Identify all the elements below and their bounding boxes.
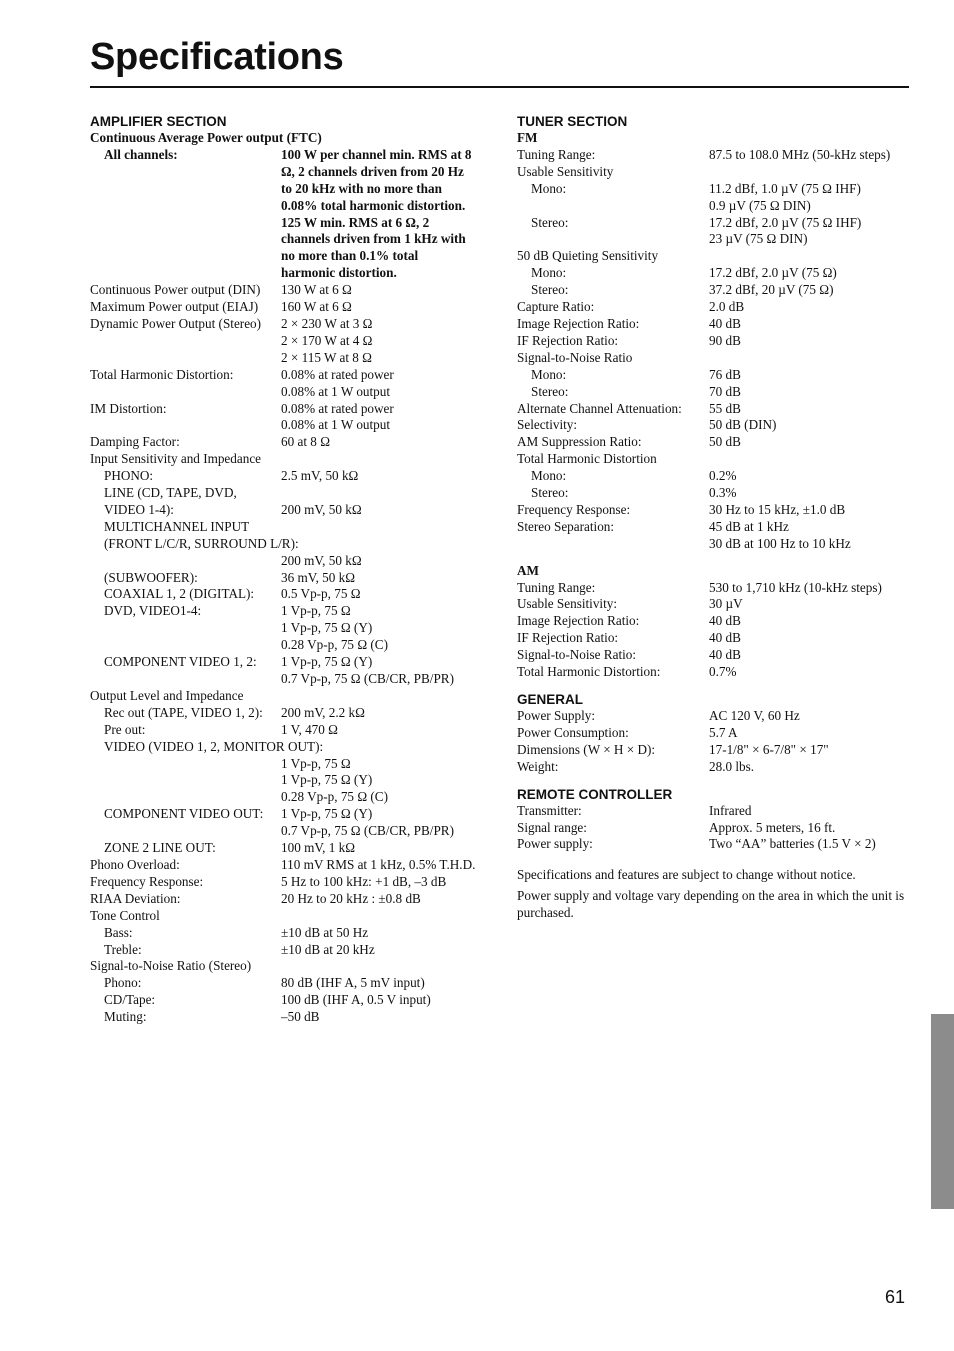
spec-value: 0.7 Vp-p, 75 Ω (CB/CR, PB/PR)	[281, 671, 454, 686]
spec-value: 37.2 dBf, 20 µV (75 Ω)	[709, 282, 834, 298]
spec-label	[90, 553, 281, 570]
spec-row	[90, 671, 490, 688]
spec-value: 5.7 A	[709, 724, 738, 740]
spec-row	[90, 586, 490, 603]
spec-label: Power Supply:	[517, 708, 596, 723]
spec-row	[517, 708, 912, 725]
spec-label: Image Rejection Ratio:	[517, 315, 640, 331]
remote-spec-list	[517, 803, 912, 854]
spec-row	[517, 502, 912, 519]
spec-value	[709, 164, 912, 181]
spacer	[517, 553, 912, 563]
spec-row	[90, 350, 490, 367]
spec-row	[517, 384, 912, 401]
tuner-column	[517, 110, 912, 853]
page-number: 61	[885, 1287, 906, 1307]
spec-value	[281, 688, 490, 705]
spec-value: AC 120 V, 60 Hz	[709, 708, 800, 723]
all-channels-line: 125 W min. RMS at 6 Ω, 2	[281, 214, 430, 230]
spec-value: 0.08% at 1 W output	[281, 383, 391, 399]
spec-label: Alternate Channel Attenuation:	[517, 400, 682, 416]
spec-row	[90, 570, 490, 587]
spec-row	[90, 654, 490, 671]
spec-value: 0.08% at rated power	[281, 400, 394, 416]
spec-row	[517, 485, 912, 502]
spec-value: 0.28 Vp-p, 75 Ω (C)	[281, 789, 388, 805]
spec-row	[90, 823, 490, 840]
spec-value: 2.5 mV, 50 kΩ	[281, 468, 359, 484]
spec-row	[517, 664, 912, 681]
spec-value	[709, 451, 912, 468]
note-power-supply: Power supply and voltage vary depending on the area in which the unit is purchased.	[517, 888, 905, 920]
spec-label: Total Harmonic Distortion:	[90, 366, 234, 382]
spec-value: Infrared	[709, 802, 752, 818]
spec-row	[517, 401, 912, 418]
spec-value: 130 W at 6 Ω	[281, 282, 352, 298]
spec-label: Power Consumption:	[517, 724, 629, 740]
spec-label: Image Rejection Ratio:	[517, 613, 640, 629]
spec-label: Bass:	[104, 924, 133, 940]
spec-label: VIDEO 1-4):	[104, 501, 174, 517]
spec-label	[90, 384, 281, 401]
spec-label: Capture Ratio:	[517, 299, 595, 315]
spec-value: 100 mV, 1 kΩ	[281, 840, 356, 856]
spec-row	[90, 502, 490, 519]
spec-row	[517, 580, 912, 597]
spec-label: VIDEO (VIDEO 1, 2, MONITOR OUT):	[104, 738, 324, 754]
spec-row	[517, 316, 912, 333]
spec-label: Tuning Range:	[517, 579, 596, 595]
spec-value: 0.9 µV (75 Ω DIN)	[709, 197, 811, 213]
spec-value: 200 mV, 50 kΩ	[281, 501, 362, 517]
spec-value	[323, 739, 490, 756]
spec-label	[90, 637, 281, 654]
spec-row	[90, 519, 490, 536]
spec-row	[517, 519, 912, 536]
all-channels-line: Ω, 2 channels driven from 20 Hz	[281, 163, 464, 179]
ftc-heading: Continuous Average Power output (FTC)	[90, 130, 322, 145]
spec-value: 55 dB	[709, 400, 741, 416]
spec-value: 1 Vp-p, 75 Ω	[281, 755, 351, 771]
spec-label: PHONO:	[104, 468, 154, 484]
spec-value: Two “AA” batteries (1.5 V × 2)	[709, 836, 876, 852]
spec-value	[299, 536, 490, 553]
spec-row	[517, 630, 912, 647]
spec-value	[709, 350, 912, 367]
spec-value: 50 dB	[709, 434, 741, 450]
spec-row	[90, 958, 490, 975]
fm-spec-list	[517, 147, 912, 553]
spec-value	[281, 485, 490, 502]
spec-value: 45 dB at 1 kHz	[709, 518, 789, 534]
spec-label: COMPONENT VIDEO OUT:	[104, 806, 264, 822]
all-channels-line: channels driven from 1 kHz with	[281, 231, 466, 247]
spec-value: 1 Vp-p, 75 Ω (Y)	[281, 806, 373, 822]
spec-row	[90, 722, 490, 739]
spec-row	[90, 468, 490, 485]
spec-value: 0.28 Vp-p, 75 Ω (C)	[281, 637, 388, 653]
spacer	[517, 776, 912, 783]
spec-value: –50 dB	[281, 1009, 320, 1025]
spec-row	[90, 857, 490, 874]
spec-value: 30 dB at 100 Hz to 10 kHz	[709, 535, 851, 551]
spec-row	[517, 803, 912, 820]
spec-value: 1 Vp-p, 75 Ω	[281, 603, 351, 619]
spec-row	[517, 299, 912, 316]
spec-value: 0.08% at 1 W output	[281, 417, 391, 433]
spec-row	[90, 401, 490, 418]
spec-row	[517, 350, 912, 367]
spec-row	[90, 772, 490, 789]
spec-row	[90, 333, 490, 350]
spec-label: 50 dB Quieting Sensitivity	[517, 248, 659, 264]
spec-value: 76 dB	[709, 366, 741, 382]
spec-row	[90, 874, 490, 891]
spec-row	[517, 367, 912, 384]
spec-value: 0.7 Vp-p, 75 Ω (CB/CR, PB/PR)	[281, 823, 454, 839]
amplifier-column	[90, 110, 490, 1026]
spec-label: (FRONT L/C/R, SURROUND L/R):	[104, 535, 299, 551]
spec-label: ZONE 2 LINE OUT:	[104, 840, 216, 856]
spec-label: Stereo:	[531, 282, 569, 298]
note-change-notice: Specifications and features are subject to change without notice.	[517, 867, 856, 882]
spec-row	[90, 367, 490, 384]
spec-label: CD/Tape:	[104, 992, 156, 1008]
spec-label	[90, 772, 281, 789]
spec-label	[517, 198, 709, 215]
general-spec-list	[517, 708, 912, 776]
spec-row	[90, 637, 490, 654]
spec-label: Usable Sensitivity:	[517, 596, 618, 612]
fm-heading: FM	[517, 130, 538, 145]
spec-value: 100 dB (IHF A, 0.5 V input)	[281, 992, 431, 1008]
page-title: Specifications	[90, 36, 344, 78]
spec-label: IM Distortion:	[90, 400, 167, 416]
spec-value: 0.2%	[709, 468, 737, 484]
spec-label: LINE (CD, TAPE, DVD,	[104, 485, 237, 501]
spec-label: Dimensions (W × H × D):	[517, 741, 656, 757]
spec-label: Maximum Power output (EIAJ)	[90, 299, 259, 315]
spec-row	[517, 282, 912, 299]
spec-row	[517, 434, 912, 451]
spec-label: Frequency Response:	[517, 501, 631, 517]
spec-row	[90, 384, 490, 401]
spec-label: Muting:	[104, 1009, 147, 1025]
spec-value	[281, 958, 490, 975]
spec-value: 2.0 dB	[709, 299, 745, 315]
spec-value: 17.2 dBf, 2.0 µV (75 Ω IHF)	[709, 214, 862, 230]
spec-value: ±10 dB at 20 kHz	[281, 941, 375, 957]
spec-label	[90, 789, 281, 806]
spec-label: Signal range:	[517, 819, 587, 835]
spec-row	[90, 485, 490, 502]
spec-value: 0.7%	[709, 664, 737, 680]
spec-label	[517, 536, 709, 553]
general-heading: GENERAL	[517, 692, 584, 707]
spec-row	[90, 739, 490, 756]
spec-value: 1 Vp-p, 75 Ω (Y)	[281, 654, 373, 670]
spec-row	[517, 647, 912, 664]
spec-label	[90, 671, 281, 688]
spec-row	[517, 759, 912, 776]
spec-label: IF Rejection Ratio:	[517, 332, 619, 348]
spec-label	[517, 231, 709, 248]
spec-value: 60 at 8 Ω	[281, 434, 330, 450]
amplifier-heading: AMPLIFIER SECTION	[90, 114, 227, 129]
spec-value: 0.08% at rated power	[281, 366, 394, 382]
amplifier-spec-list	[90, 282, 490, 1026]
spec-row	[90, 316, 490, 333]
spec-row	[90, 891, 490, 908]
all-channels-row	[90, 147, 490, 282]
spec-value: 17.2 dBf, 2.0 µV (75 Ω)	[709, 265, 837, 281]
all-channels-value	[281, 147, 490, 282]
spec-value: 2 × 170 W at 4 Ω	[281, 332, 373, 348]
spec-value	[709, 248, 912, 265]
spec-row	[90, 942, 490, 959]
spec-value: 40 dB	[709, 630, 741, 646]
spec-label: Stereo:	[531, 214, 569, 230]
spec-label: Tone Control	[90, 907, 160, 923]
spec-row	[90, 789, 490, 806]
spec-label: (SUBWOOFER):	[104, 569, 198, 585]
side-tab	[931, 1014, 954, 1209]
spec-label: IF Rejection Ratio:	[517, 630, 619, 646]
spec-label: Signal-to-Noise Ratio	[517, 349, 633, 365]
spec-label: Output Level and Impedance	[90, 687, 244, 703]
spec-label: Signal-to-Noise Ratio:	[517, 647, 637, 663]
spec-label: Treble:	[104, 941, 142, 957]
spec-value: ±10 dB at 50 Hz	[281, 924, 369, 940]
spec-row	[517, 820, 912, 837]
spec-row	[90, 756, 490, 773]
title-rule	[90, 86, 909, 88]
spec-value: 87.5 to 108.0 MHz (50-kHz steps)	[709, 146, 891, 162]
spec-label: Mono:	[531, 265, 567, 281]
spec-row	[90, 806, 490, 823]
spec-label: Mono:	[531, 180, 567, 196]
spec-row	[90, 840, 490, 857]
spacer	[517, 681, 912, 688]
spec-label: AM Suppression Ratio:	[517, 434, 642, 450]
spec-value: 200 mV, 50 kΩ	[281, 552, 362, 568]
spec-row	[517, 231, 912, 248]
all-channels-line: no more than 0.1% total	[281, 248, 419, 264]
spec-label: COMPONENT VIDEO 1, 2:	[104, 654, 257, 670]
spec-row	[517, 215, 912, 232]
spec-value: 1 Vp-p, 75 Ω (Y)	[281, 772, 373, 788]
all-channels-label: All channels:	[104, 146, 178, 162]
spec-label: Power supply:	[517, 836, 593, 852]
spec-label: COAXIAL 1, 2 (DIGITAL):	[104, 586, 255, 602]
spec-value: 11.2 dBf, 1.0 µV (75 Ω IHF)	[709, 180, 861, 196]
spec-label: Damping Factor:	[90, 434, 180, 450]
spec-value: 1 Vp-p, 75 Ω (Y)	[281, 620, 373, 636]
spec-value: 110 mV RMS at 1 kHz, 0.5% T.H.D.	[281, 856, 476, 872]
spec-label: Stereo:	[531, 485, 569, 501]
spec-row	[90, 451, 490, 468]
notes	[517, 866, 912, 925]
spec-row	[517, 164, 912, 181]
spec-value	[281, 908, 490, 925]
spec-value: 20 Hz to 20 kHz : ±0.8 dB	[281, 890, 421, 906]
spec-row	[517, 725, 912, 742]
spec-row	[517, 417, 912, 434]
spec-label: Signal-to-Noise Ratio (Stereo)	[90, 958, 252, 974]
spec-value: 30 µV	[709, 596, 743, 612]
spec-row	[90, 299, 490, 316]
spec-value	[281, 519, 490, 536]
spec-label: Selectivity:	[517, 417, 578, 433]
spec-row	[517, 596, 912, 613]
spec-label: MULTICHANNEL INPUT	[104, 518, 250, 534]
spec-row	[517, 333, 912, 350]
spec-label: Stereo Separation:	[517, 518, 615, 534]
spec-value: 40 dB	[709, 613, 741, 629]
spec-row	[90, 553, 490, 570]
spec-label: Transmitter:	[517, 802, 582, 818]
spec-label	[90, 417, 281, 434]
spec-label: Tuning Range:	[517, 146, 596, 162]
spec-value: 2 × 230 W at 3 Ω	[281, 315, 373, 331]
spec-label	[90, 333, 281, 350]
spec-value: 70 dB	[709, 383, 741, 399]
spec-row	[90, 603, 490, 620]
all-channels-line: to 20 kHz with no more than	[281, 180, 442, 196]
spec-row	[90, 925, 490, 942]
spec-value: 530 to 1,710 kHz (10-kHz steps)	[709, 579, 882, 595]
spec-label: DVD, VIDEO1-4:	[104, 603, 202, 619]
spec-row	[90, 536, 490, 553]
remote-heading: REMOTE CONTROLLER	[517, 786, 673, 802]
spec-label: Total Harmonic Distortion	[517, 451, 657, 467]
spec-row	[517, 836, 912, 853]
spec-row	[517, 536, 912, 553]
spec-label: Phono:	[104, 975, 142, 991]
spec-value: 40 dB	[709, 315, 741, 331]
spec-value: 0.3%	[709, 485, 737, 501]
spec-value: 30 Hz to 15 kHz, ±1.0 dB	[709, 501, 846, 517]
all-channels-line: harmonic distortion.	[281, 265, 397, 281]
spec-row	[90, 620, 490, 637]
spec-value: 50 dB (DIN)	[709, 417, 777, 433]
spec-row	[90, 1009, 490, 1026]
spec-label: Frequency Response:	[90, 873, 204, 889]
spec-label: Usable Sensitivity	[517, 163, 614, 179]
spec-row	[90, 705, 490, 722]
spec-row	[90, 992, 490, 1009]
all-channels-line: 100 W per channel min. RMS at 8	[281, 146, 472, 162]
spec-value: 36 mV, 50 kΩ	[281, 569, 356, 585]
spec-label: Pre out:	[104, 721, 146, 737]
spec-label: Continuous Power output (DIN)	[90, 282, 261, 298]
spec-row	[517, 248, 912, 265]
spec-value: 2 × 115 W at 8 Ω	[281, 349, 372, 365]
spec-value: 5 Hz to 100 kHz: +1 dB, –3 dB	[281, 873, 447, 889]
spec-value: 23 µV (75 Ω DIN)	[709, 231, 808, 247]
spec-value: 80 dB (IHF A, 5 mV input)	[281, 975, 425, 991]
spec-row	[517, 265, 912, 282]
tuner-heading: TUNER SECTION	[517, 114, 628, 129]
spec-label: Weight:	[517, 758, 559, 774]
spec-label: Dynamic Power Output (Stereo)	[90, 315, 262, 331]
spec-label: RIAA Deviation:	[90, 890, 181, 906]
spec-row	[90, 908, 490, 925]
spec-row	[90, 434, 490, 451]
spec-label: Mono:	[531, 366, 567, 382]
am-heading: AM	[517, 562, 539, 578]
am-spec-list	[517, 580, 912, 681]
spec-row	[90, 282, 490, 299]
spec-value: 200 mV, 2.2 kΩ	[281, 704, 365, 720]
spec-row	[517, 451, 912, 468]
spec-label	[90, 620, 281, 637]
spec-value: 28.0 lbs.	[709, 758, 755, 774]
spec-label	[90, 350, 281, 367]
all-channels-line: 0.08% total harmonic distortion.	[281, 197, 466, 213]
spec-row	[517, 198, 912, 215]
spec-value: 1 V, 470 Ω	[281, 721, 338, 737]
spec-value: 0.5 Vp-p, 75 Ω	[281, 586, 361, 602]
spec-value: 160 W at 6 Ω	[281, 299, 352, 315]
spec-value: 90 dB	[709, 332, 741, 348]
spec-row	[517, 181, 912, 198]
spec-label	[90, 823, 281, 840]
spec-label	[90, 756, 281, 773]
spec-row	[517, 468, 912, 485]
spec-label: Phono Overload:	[90, 856, 180, 872]
spec-row	[517, 613, 912, 630]
spec-label: Total Harmonic Distortion:	[517, 664, 661, 680]
spec-value	[281, 451, 490, 468]
spec-row	[90, 975, 490, 992]
spec-label: Stereo:	[531, 383, 569, 399]
spec-value: 40 dB	[709, 647, 741, 663]
spec-value: 17-1/8" × 6-7/8" × 17"	[709, 741, 829, 757]
spec-row	[517, 742, 912, 759]
spec-value: Approx. 5 meters, 16 ft.	[709, 819, 836, 835]
spec-row	[517, 147, 912, 164]
spec-row	[90, 688, 490, 705]
spec-label: Input Sensitivity and Impedance	[90, 451, 262, 467]
spec-label: Mono:	[531, 468, 567, 484]
spec-label: Rec out (TAPE, VIDEO 1, 2):	[104, 704, 263, 720]
spec-row	[90, 417, 490, 434]
